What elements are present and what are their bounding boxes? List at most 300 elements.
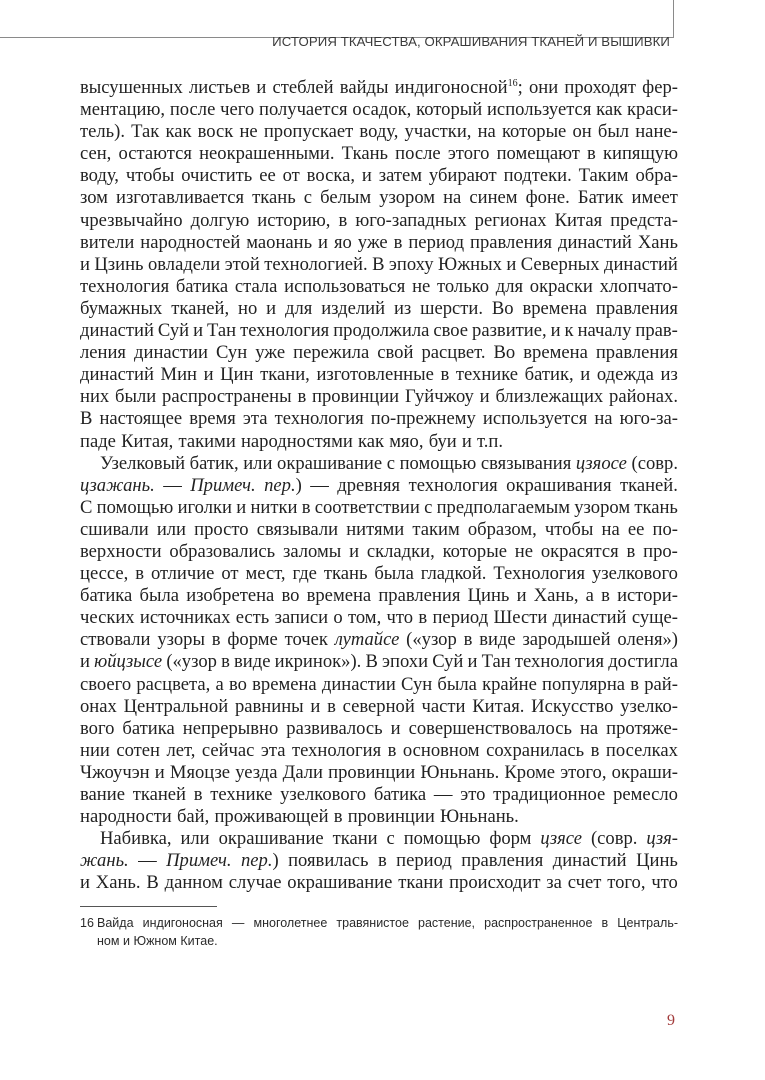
word: бай, bbox=[176, 806, 210, 828]
word: а bbox=[215, 673, 224, 695]
word: провинции bbox=[328, 761, 416, 783]
word: Северных bbox=[520, 253, 600, 275]
word: части bbox=[421, 695, 466, 717]
word: нитями bbox=[346, 518, 405, 540]
word: шерсти. bbox=[420, 297, 483, 319]
word: технология bbox=[80, 275, 170, 297]
word: предста- bbox=[610, 209, 678, 231]
word: Суй bbox=[157, 320, 190, 342]
word: воска, bbox=[306, 165, 355, 187]
word: в bbox=[377, 850, 387, 872]
word: хлопчато- bbox=[599, 275, 678, 297]
word: соответствии bbox=[314, 496, 420, 518]
text-line bbox=[80, 740, 678, 762]
word: юго-за- bbox=[619, 408, 678, 430]
text-line bbox=[80, 408, 678, 430]
word: Хань bbox=[637, 231, 678, 253]
word: неокрашенными. bbox=[199, 143, 335, 165]
word: древняя bbox=[337, 474, 401, 496]
word: была bbox=[139, 585, 180, 607]
word: воду, bbox=[80, 165, 119, 187]
word: династий bbox=[552, 607, 627, 629]
word: Шести bbox=[493, 607, 548, 629]
text-line bbox=[80, 475, 678, 497]
word: протяже- bbox=[606, 717, 678, 739]
word: но bbox=[238, 297, 258, 319]
word: Таким bbox=[578, 165, 629, 187]
word: сохранилась bbox=[486, 739, 585, 761]
word: есть bbox=[235, 607, 270, 629]
word: для bbox=[285, 297, 313, 319]
word: (совр. bbox=[631, 452, 678, 474]
word: началу bbox=[577, 320, 632, 342]
text-line bbox=[80, 674, 678, 696]
word: получается bbox=[259, 99, 348, 121]
text-line bbox=[80, 519, 678, 541]
word: остаются bbox=[118, 143, 192, 165]
word: батика bbox=[80, 585, 133, 607]
text-line bbox=[80, 784, 678, 806]
text-line bbox=[80, 99, 678, 121]
word: династий bbox=[603, 253, 678, 275]
word: окрашивание bbox=[277, 452, 383, 474]
word: предполагаемым bbox=[436, 496, 570, 518]
word: сшивали bbox=[80, 518, 149, 540]
word: пропускает bbox=[263, 121, 354, 143]
word: в bbox=[587, 143, 596, 165]
word: народностями bbox=[240, 430, 353, 452]
word-with-footnote-ref: индигоносной$^{16}$; bbox=[394, 77, 523, 98]
word: и bbox=[256, 77, 267, 98]
word: помощью bbox=[399, 452, 477, 474]
word: эпоху bbox=[388, 253, 434, 275]
word: этой bbox=[224, 253, 260, 275]
word: и bbox=[266, 297, 277, 319]
word: которые bbox=[501, 121, 567, 143]
word: народности bbox=[80, 806, 172, 828]
word: — bbox=[138, 850, 157, 872]
text-line bbox=[80, 806, 678, 828]
word: т.п. bbox=[477, 430, 503, 452]
word: окрасятся bbox=[540, 540, 619, 562]
word: В bbox=[365, 651, 378, 673]
word: с bbox=[386, 452, 395, 474]
text-line bbox=[80, 563, 678, 585]
word: как bbox=[358, 430, 385, 452]
word: таким bbox=[412, 518, 460, 540]
word: Китая, bbox=[121, 430, 174, 452]
word: Цин bbox=[220, 364, 254, 386]
word: узелкового bbox=[591, 563, 678, 585]
word: в bbox=[135, 563, 145, 585]
word: В bbox=[80, 408, 93, 430]
word: осадок, bbox=[352, 99, 412, 121]
word: в bbox=[630, 673, 640, 695]
word: в bbox=[338, 209, 348, 231]
word: период bbox=[396, 850, 452, 872]
word: районах. bbox=[609, 386, 678, 408]
word: ткань bbox=[634, 496, 678, 518]
footnote-rule bbox=[80, 906, 217, 907]
word: Ткань bbox=[341, 143, 389, 165]
word: и bbox=[203, 364, 214, 386]
word: появилась bbox=[288, 850, 369, 872]
word: уезда bbox=[235, 761, 278, 783]
word: в bbox=[193, 784, 203, 805]
word: изделий bbox=[321, 297, 386, 319]
word: этого, bbox=[560, 761, 607, 783]
word: Хань. bbox=[95, 872, 141, 894]
page-number: 9 bbox=[667, 1012, 675, 1029]
word: на bbox=[601, 518, 620, 540]
text-line bbox=[80, 121, 678, 143]
word: окраши- bbox=[611, 761, 678, 783]
word: гладкой. bbox=[420, 563, 487, 585]
text-line bbox=[80, 187, 678, 209]
word: популярна bbox=[542, 673, 626, 695]
word: на bbox=[477, 121, 496, 143]
text-line bbox=[80, 143, 678, 165]
word: развитие, bbox=[472, 320, 547, 342]
word: оленя») bbox=[617, 629, 678, 651]
word: затем bbox=[378, 165, 422, 187]
word: цессе, bbox=[80, 563, 129, 585]
word: только bbox=[436, 275, 490, 297]
word: изобретена bbox=[186, 585, 275, 607]
text-line bbox=[80, 431, 678, 453]
word: достигла bbox=[608, 651, 678, 673]
word: Тан bbox=[481, 651, 511, 673]
word: складки, bbox=[366, 540, 435, 562]
word: батика bbox=[122, 717, 175, 739]
word: и bbox=[349, 540, 360, 562]
word: Технология bbox=[493, 563, 586, 585]
word: цзя- bbox=[646, 828, 678, 850]
word: свое bbox=[433, 320, 469, 342]
word: пер.) bbox=[240, 850, 279, 872]
word: своего bbox=[80, 673, 132, 695]
word: ткани bbox=[398, 872, 444, 894]
word: Дали bbox=[282, 761, 323, 783]
word: Узелковый bbox=[100, 452, 186, 474]
word: нии bbox=[80, 739, 110, 761]
word: эпохи bbox=[382, 651, 429, 673]
word: в bbox=[333, 806, 343, 828]
text-line bbox=[80, 364, 678, 386]
word: историю, bbox=[257, 209, 331, 231]
word: свой bbox=[377, 342, 414, 364]
word: распространены bbox=[162, 386, 292, 408]
word: зом bbox=[80, 187, 108, 209]
word: воду, bbox=[359, 121, 399, 143]
word: пережила bbox=[293, 342, 370, 364]
word: нитки bbox=[250, 496, 298, 518]
word: Примеч. bbox=[166, 850, 232, 872]
word: Тан bbox=[207, 320, 237, 342]
word: бумажных bbox=[80, 297, 163, 319]
word: рай- bbox=[644, 673, 678, 695]
word: что bbox=[651, 872, 678, 894]
word: в bbox=[440, 364, 450, 386]
footnote-line: 16 Вайда индигоносная — многолетнее травянистое растение, распространенное в Централь- bbox=[80, 916, 678, 930]
text-line bbox=[80, 298, 678, 320]
word: в bbox=[590, 739, 600, 761]
word: юйцзысе bbox=[94, 651, 163, 673]
word: династий bbox=[552, 850, 627, 872]
word: зародышей bbox=[522, 629, 611, 651]
text-line bbox=[80, 276, 678, 298]
word: ткань bbox=[252, 187, 296, 209]
word: образом, bbox=[467, 518, 537, 540]
word: традиционное bbox=[493, 784, 606, 805]
word: продолжила bbox=[333, 320, 430, 342]
word: проходят bbox=[564, 77, 636, 98]
word: онах bbox=[80, 695, 117, 717]
word: который bbox=[416, 99, 483, 121]
word: просто bbox=[194, 518, 249, 540]
word: правления bbox=[595, 342, 678, 364]
word: цзяосе bbox=[575, 452, 627, 474]
text-line bbox=[80, 77, 678, 99]
word: в bbox=[211, 629, 221, 651]
word: Цинь bbox=[467, 585, 510, 607]
word: тель). bbox=[80, 121, 125, 143]
word: отличие bbox=[150, 563, 215, 585]
word: узором bbox=[574, 496, 631, 518]
word: убирают bbox=[428, 165, 497, 187]
word: династии bbox=[134, 342, 208, 364]
word: Так bbox=[131, 121, 160, 143]
text-line bbox=[80, 718, 678, 740]
word: расцвета, bbox=[136, 673, 211, 695]
word: не bbox=[239, 121, 258, 143]
word: Батик bbox=[577, 187, 624, 209]
word: сейчас bbox=[201, 739, 255, 761]
word: Юньнань. bbox=[439, 806, 519, 828]
word: фер- bbox=[642, 77, 678, 98]
word: Набивка, bbox=[100, 828, 172, 850]
word: Хань, bbox=[533, 585, 579, 607]
word: времена bbox=[522, 297, 588, 319]
word: в bbox=[601, 585, 610, 607]
word: династий bbox=[80, 364, 154, 386]
word: юго-западных bbox=[355, 209, 467, 231]
word: времена bbox=[523, 342, 588, 364]
word: и bbox=[580, 364, 591, 386]
word: заломы bbox=[282, 540, 342, 562]
word: помощью bbox=[96, 496, 174, 518]
word: Мяоцзе bbox=[169, 761, 231, 783]
word: а bbox=[585, 585, 594, 607]
word: узелко- bbox=[620, 695, 678, 717]
word: имеет bbox=[631, 187, 678, 209]
word: нане- bbox=[635, 121, 678, 143]
word: маонань bbox=[246, 231, 313, 253]
word: овладели bbox=[147, 253, 221, 275]
word: с bbox=[303, 187, 313, 209]
word: верхности bbox=[80, 540, 162, 562]
word: обра- bbox=[635, 165, 678, 187]
word: правления bbox=[470, 231, 553, 253]
word: и bbox=[318, 231, 328, 253]
word: после bbox=[395, 143, 441, 165]
word: помощью bbox=[403, 828, 481, 850]
word: икринок»). bbox=[274, 651, 362, 673]
word: времена bbox=[306, 585, 372, 607]
word: окрашивание bbox=[287, 872, 393, 894]
word: Примеч. bbox=[190, 474, 256, 496]
word: настоящее bbox=[99, 408, 183, 430]
word: как bbox=[165, 121, 192, 143]
word: жань. bbox=[80, 850, 129, 872]
word: технологией. bbox=[264, 253, 368, 275]
word: очистить bbox=[181, 165, 253, 187]
word: и bbox=[80, 253, 90, 275]
word: Китая bbox=[554, 209, 603, 231]
word: ее bbox=[627, 518, 645, 540]
word: или bbox=[156, 518, 187, 540]
word: он bbox=[572, 121, 592, 143]
word: В bbox=[372, 253, 385, 275]
word: где bbox=[292, 563, 317, 585]
word: и bbox=[310, 695, 321, 717]
word: краси- bbox=[627, 99, 678, 121]
word: узором bbox=[379, 187, 436, 209]
word: Юньнань. bbox=[420, 761, 500, 783]
word: буи bbox=[428, 430, 457, 452]
word: технология bbox=[240, 320, 330, 342]
word: лутайсе bbox=[334, 629, 400, 651]
running-head: ИСТОРИЯ ТКАЧЕСТВА, ОКРАШИВАНИЯ ТКАНЕЙ И ВЫШИВКИ bbox=[272, 34, 670, 49]
word: из bbox=[393, 297, 412, 319]
word: прав- bbox=[635, 320, 678, 342]
text-line bbox=[80, 453, 678, 475]
word: в bbox=[463, 629, 473, 651]
word: окраски bbox=[529, 275, 593, 297]
word: и bbox=[154, 761, 165, 783]
word: о bbox=[333, 607, 343, 629]
text-line bbox=[80, 386, 678, 408]
word: лет, bbox=[166, 739, 196, 761]
word: была bbox=[374, 563, 414, 585]
word: от bbox=[282, 165, 300, 187]
word: используется bbox=[482, 408, 588, 430]
word: Сун bbox=[401, 673, 433, 695]
word: в bbox=[393, 231, 403, 253]
word: в bbox=[221, 651, 230, 673]
word: чрезвычайно bbox=[80, 209, 183, 231]
word: паде bbox=[80, 430, 116, 452]
text-line bbox=[80, 850, 678, 872]
word: проживающей bbox=[214, 806, 329, 828]
word: Мин bbox=[160, 364, 197, 386]
word: технология bbox=[291, 739, 382, 761]
word: период bbox=[408, 231, 465, 253]
word: виде bbox=[234, 651, 271, 673]
word: тканей bbox=[132, 784, 186, 805]
word: технология bbox=[274, 408, 364, 430]
word: Кроме bbox=[504, 761, 556, 783]
word: в bbox=[301, 496, 311, 518]
word: которые bbox=[442, 540, 507, 562]
word: в bbox=[626, 540, 636, 562]
word: связывали bbox=[256, 518, 339, 540]
word: к bbox=[564, 320, 574, 342]
word: Чжоучэн bbox=[80, 761, 150, 783]
word: источниках bbox=[139, 607, 231, 629]
word: них bbox=[80, 386, 110, 408]
text-line bbox=[80, 541, 678, 563]
word: — bbox=[310, 474, 329, 496]
word: суще- bbox=[631, 607, 678, 629]
word: период bbox=[432, 607, 489, 629]
word: используется bbox=[486, 99, 592, 121]
word: («узор bbox=[166, 651, 217, 673]
word: не bbox=[412, 275, 431, 297]
word: синем bbox=[469, 187, 518, 209]
word: участки, bbox=[404, 121, 472, 143]
word: (совр. bbox=[590, 828, 638, 850]
word: про- bbox=[643, 540, 678, 562]
word: («узор bbox=[406, 629, 457, 651]
word: окрашивание bbox=[218, 828, 324, 850]
word: и bbox=[506, 253, 517, 275]
word: и bbox=[236, 496, 247, 518]
word: форме bbox=[227, 629, 278, 651]
text-line bbox=[80, 607, 678, 629]
text-line bbox=[80, 497, 678, 519]
word: — bbox=[433, 784, 453, 805]
word: технология bbox=[514, 651, 605, 673]
word: и bbox=[550, 320, 561, 342]
word: того, bbox=[607, 872, 646, 894]
word: точек bbox=[284, 629, 328, 651]
word: в bbox=[387, 739, 397, 761]
word: случае bbox=[228, 872, 282, 894]
word: мест, bbox=[245, 563, 286, 585]
word: чтобы bbox=[544, 518, 594, 540]
word: Суй bbox=[432, 651, 464, 673]
word: ления bbox=[80, 342, 126, 364]
word: тканей. bbox=[619, 474, 678, 496]
word: с bbox=[424, 496, 433, 518]
word: в bbox=[418, 607, 428, 629]
word: изготовленные bbox=[316, 364, 434, 386]
word: стеблей bbox=[272, 77, 334, 98]
word: вители bbox=[80, 231, 135, 253]
word: одежда bbox=[596, 364, 654, 386]
word: как bbox=[596, 99, 623, 121]
word: Во bbox=[491, 297, 514, 319]
word: — bbox=[163, 474, 182, 496]
text-line bbox=[80, 696, 678, 718]
word: вайды bbox=[339, 77, 389, 98]
word: этого bbox=[447, 143, 490, 165]
footnote bbox=[80, 914, 678, 950]
word: яо bbox=[333, 231, 352, 253]
word: сен, bbox=[80, 143, 112, 165]
word: технике bbox=[210, 784, 273, 805]
word: виде bbox=[479, 629, 516, 651]
word: батик, bbox=[524, 364, 574, 386]
word: записи bbox=[274, 607, 329, 629]
word: том, bbox=[347, 607, 382, 629]
word: уже bbox=[255, 342, 286, 364]
word: батика bbox=[175, 275, 229, 297]
word: белым bbox=[320, 187, 372, 209]
word: во bbox=[281, 585, 300, 607]
word: и bbox=[390, 717, 401, 739]
